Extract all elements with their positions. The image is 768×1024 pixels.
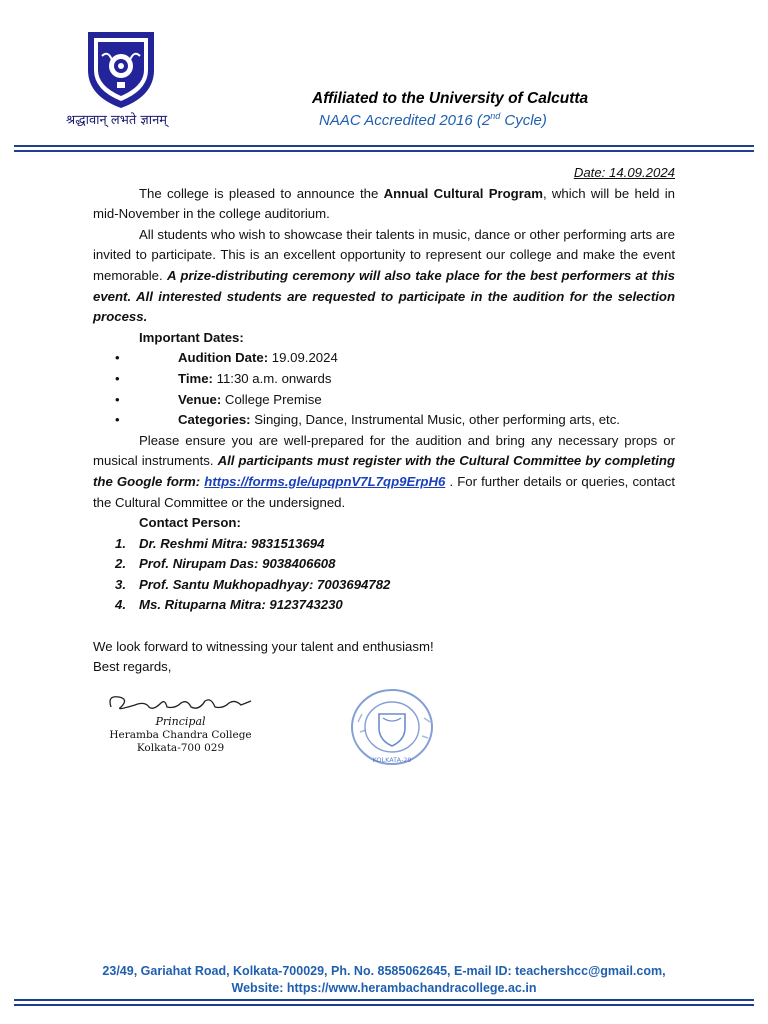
list-item: 4. Ms. Rituparna Mitra: 9123743230 [115, 597, 343, 613]
signature-college: Heramba Chandra College [109, 729, 252, 741]
principal-signature [93, 689, 268, 759]
signature-title: Principal [155, 715, 206, 728]
notice-date: Date: 14.09.2024 [573, 165, 675, 180]
paragraph-announcement: The college is pleased to announce the Annual Cultural Program, which will be held in mid-November in the college auditorium. [93, 185, 675, 222]
header-rule-bottom [14, 150, 754, 152]
list-item: 2. Prof. Nirupam Das: 9038406608 [115, 556, 336, 572]
paragraph-registration: Please ensure you are well-prepared for the audition and bring any necessary props or musical instruments. All participants must register with the Cultural Committee by completing the Google form: https://forms.gle/upqpnV7L7qp9ErpH6 . For further details or queries, contact the Cultural Committee or the undersigned. [93, 432, 675, 510]
list-item: 3. Prof. Santu Mukhopadhyay: 7003694782 [115, 576, 391, 592]
footer-address: 23/49, Gariahat Road, Kolkata-700029, Ph. No. 8585062645, E-mail ID: teachershcc@gmail.com, [102, 964, 666, 978]
important-dates-heading: Important Dates: [139, 329, 244, 345]
list-item: • Venue: College Premise [93, 390, 675, 411]
notice-body [93, 163, 675, 678]
college-motto: श्रद्धावान् लभते ज्ञानम् [66, 113, 168, 128]
paragraph-invitation: All students who wish to showcase their talents in music, dance or other performing arts are invited to participate. This is an excellent opportunity to represent our college and make the event memorable. A prize-distributing ceremony will also take place for the best performers at this event. All interested students are requested to participate in the audition for the selection process. [93, 226, 675, 325]
footer-rule-top [14, 999, 754, 1001]
important-dates-list [93, 348, 675, 430]
footer-website: Website: https://www.herambachandracollege.ac.in [231, 981, 537, 995]
contact-list [93, 534, 675, 616]
footer-rule-bottom [14, 1004, 754, 1006]
signature-scribble [105, 689, 255, 715]
affiliation-line: Affiliated to the University of Calcutta [312, 90, 589, 107]
regards-line: Best regards, [93, 659, 172, 675]
college-logo [80, 30, 162, 110]
contact-person-heading: Contact Person: [139, 515, 241, 531]
naac-accreditation: NAAC Accredited 2016 (2nd Cycle) [319, 111, 547, 129]
list-item: • Time: 11:30 a.m. onwards [93, 369, 675, 390]
signature-city: Kolkata-700 029 [136, 742, 225, 754]
closing-line: We look forward to witnessing your talent and enthusiasm! [93, 638, 434, 654]
header-rule-top [14, 145, 754, 147]
google-form-link[interactable]: https://forms.gle/upqpnV7L7qp9ErpH6 [204, 473, 446, 489]
list-item: • Categories: Singing, Dance, Instrumental Music, other performing arts, etc. [93, 410, 675, 431]
list-item: 1. Dr. Reshmi Mitra: 9831513694 [115, 535, 325, 551]
college-seal [346, 684, 446, 770]
seal-text: KOLKATA-29 [372, 756, 412, 764]
list-item: • Audition Date: 19.09.2024 [93, 348, 675, 369]
